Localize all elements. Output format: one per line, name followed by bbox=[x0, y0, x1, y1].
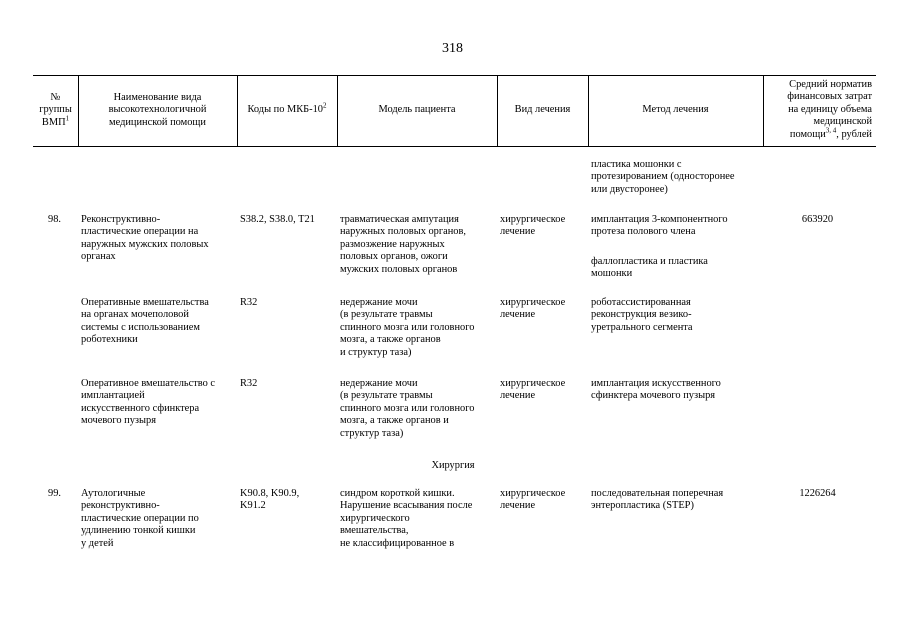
row-sphincter-treatment-type: хирургическое лечение bbox=[500, 378, 566, 402]
continued-method: пластика мошонки с протезированием (односторонее или двусторонее) bbox=[591, 159, 735, 195]
row-98-method-implant: имплантация 3-компонентного протеза полового члена bbox=[591, 214, 728, 238]
row-98-patient-model: травматическая ампутация наружных половых органов, размозжение наружных половых органов, ожоги мужских половых органов bbox=[340, 214, 467, 275]
row-98-treatment-type: хирургическое лечение bbox=[500, 214, 566, 238]
header-icd-codes: Коды по МКБ-$10^2$ bbox=[247, 101, 327, 115]
header-care-type: Наименование вида высокотехнологичной медицинской помощи bbox=[108, 92, 207, 128]
row-robotic-method: роботассистированная реконструкция везико- уретрального сегмента bbox=[591, 297, 693, 333]
page-number: 318 bbox=[442, 41, 463, 56]
row-sphincter-patient-model: недержание мочи (в результате травмы спинного мозга или головного мозга, а также органов и структур таза) bbox=[340, 378, 475, 439]
header-patient-model: Модель пациента bbox=[378, 104, 456, 115]
row-99-method: последовательная поперечная энтеропластика (STEP) bbox=[591, 488, 724, 512]
row-sphincter-care-type: Оперативное вмешательство с имплантацией искусственного сфинктера мочевого пузыря bbox=[81, 378, 216, 427]
row-sphincter-method: имплантация искусственного сфинктера мочевого пузыря bbox=[591, 378, 721, 402]
header-treatment-method: Метод лечения bbox=[642, 104, 709, 115]
header-group-number: № группы ВМП$^1$ bbox=[39, 92, 72, 128]
row-98-care-type: Реконструктивно- пластические операции на наружных мужских половых органах bbox=[81, 214, 209, 263]
row-99-icd-codes: K90.8, K90.9, K91.2 bbox=[240, 488, 300, 512]
row-98-method-phalloplasty: фаллопластика и пластика мошонки bbox=[591, 256, 708, 280]
header-top-border bbox=[33, 75, 876, 76]
row-98-cost: 663920 bbox=[801, 214, 834, 225]
row-robotic-icd-codes: R32 bbox=[240, 297, 258, 308]
header-treatment-type: Вид лечения bbox=[514, 104, 571, 115]
row-99-care-type: Аутологичные реконструктивно- пластические операции по удлинению тонкой кишки у детей bbox=[81, 488, 199, 549]
row-99-treatment-type: хирургическое лечение bbox=[500, 488, 566, 512]
row-98-icd-codes: S38.2, S38.0, T21 bbox=[240, 214, 315, 225]
section-heading: Хирургия bbox=[431, 460, 475, 471]
header-cost: Средний норматив финансовых затрат на единицу объема медицинской помощи$^{3, 4}$, рублей bbox=[787, 79, 872, 140]
header-bottom-border bbox=[33, 146, 876, 147]
row-robotic-care-type: Оперативные вмешательства на органах мочеполовой системы с использованием роботехники bbox=[81, 297, 209, 346]
row-99-number: 99. bbox=[48, 488, 61, 499]
row-98-number: 98. bbox=[48, 214, 61, 225]
row-99-patient-model: синдром короткой кишки. Нарушение всасывания после хирургического вмешательства, не классифицированное в bbox=[340, 488, 473, 549]
row-robotic-patient-model: недержание мочи (в результате травмы спинного мозга или головного мозга, а также органов и структур таза) bbox=[340, 297, 475, 358]
row-99-cost: 1226264 bbox=[799, 488, 836, 499]
row-sphincter-icd-codes: R32 bbox=[240, 378, 258, 389]
row-robotic-treatment-type: хирургическое лечение bbox=[500, 297, 566, 321]
